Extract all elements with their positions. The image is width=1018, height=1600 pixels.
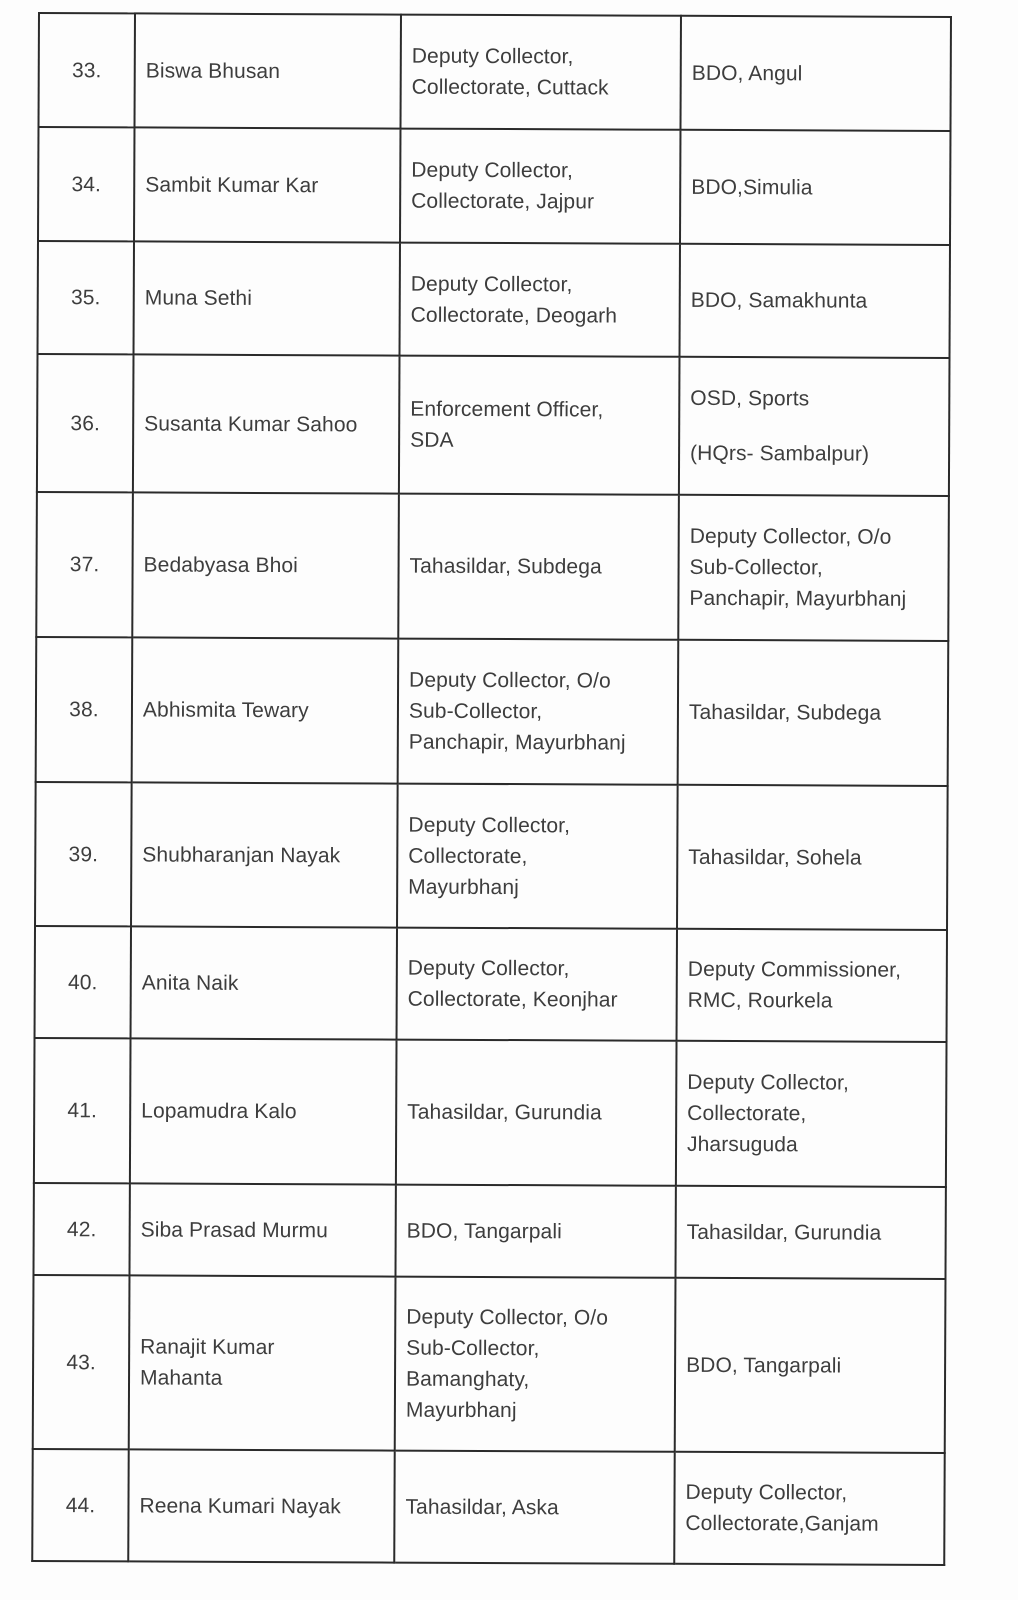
- from-line: Deputy Collector,: [407, 956, 570, 981]
- new-posting-cell: [680, 130, 950, 245]
- from-line: Deputy Collector,: [408, 813, 571, 837]
- to-line: (HQrs- Sambalpur): [690, 441, 870, 466]
- from-line: Tahasildar, Subdega: [409, 554, 602, 579]
- serial-number: 44.: [65, 1493, 96, 1517]
- from-line: Collectorate, Jajpur: [411, 189, 595, 214]
- from-line: Tahasildar, Gurundia: [407, 1100, 602, 1125]
- to-line: BDO, Angul: [691, 61, 803, 85]
- new-posting-cell: [679, 357, 950, 496]
- to-line: Deputy Collector,: [685, 1480, 848, 1505]
- name-line: Siba Prasad Murmu: [140, 1217, 329, 1242]
- to-line: Collectorate,Ganjam: [685, 1511, 879, 1536]
- serial-number: 40.: [67, 970, 98, 994]
- to-line: Tahasildar, Sohela: [688, 845, 862, 870]
- new-posting-cell: [678, 640, 949, 786]
- present-posting-cell: [398, 639, 679, 785]
- serial-number: 34.: [71, 172, 102, 196]
- table-body: [32, 13, 951, 1565]
- serial-cell: [37, 354, 134, 492]
- serial-cell: [38, 13, 134, 127]
- table-row: [38, 127, 950, 245]
- name-line: Lopamudra Kalo: [141, 1099, 297, 1124]
- from-line: Deputy Collector, O/o: [409, 668, 611, 693]
- officer-name-cell: [129, 1275, 396, 1450]
- officer-name-cell: [133, 354, 400, 493]
- to-line: BDO, Tangarpali: [686, 1353, 842, 1378]
- name-line: Sambit Kumar Kar: [145, 172, 319, 197]
- present-posting-cell: [400, 15, 680, 130]
- serial-cell: [36, 637, 133, 782]
- to-line: Sub-Collector,: [689, 555, 823, 580]
- present-posting-cell: [400, 243, 680, 357]
- officer-name-cell: [129, 1183, 395, 1276]
- from-line: Deputy Collector, O/o: [406, 1305, 609, 1330]
- name-line: Abhismita Tewary: [142, 698, 309, 723]
- officer-name-cell: [134, 127, 400, 242]
- serial-cell: [35, 782, 132, 926]
- serial-number: 33.: [71, 58, 102, 82]
- transfer-posting-table: [31, 12, 952, 1566]
- to-line: Tahasildar, Subdega: [688, 700, 882, 725]
- present-posting-cell: [394, 1451, 674, 1564]
- serial-number: 38.: [69, 698, 99, 722]
- from-line: Collectorate, Deogarh: [410, 303, 618, 328]
- from-line: Sub-Collector,: [406, 1336, 540, 1361]
- serial-number: 43.: [66, 1350, 96, 1374]
- serial-number: 37.: [69, 553, 100, 577]
- from-line: Bamanghaty,: [405, 1367, 530, 1392]
- from-line: Mayurbhanj: [408, 875, 519, 899]
- serial-cell: [38, 127, 134, 241]
- name-line: Bedabyasa Bhoi: [143, 553, 298, 578]
- from-line: Deputy Collector,: [410, 272, 573, 296]
- officer-name-cell: [132, 637, 399, 783]
- name-line: Biswa Bhusan: [145, 58, 281, 83]
- officer-name-cell: [131, 926, 397, 1039]
- new-posting-cell: [680, 244, 950, 358]
- from-line: Sub-Collector,: [408, 699, 543, 724]
- to-line: Deputy Collector, O/o: [689, 524, 892, 549]
- new-posting-cell: [676, 1041, 947, 1187]
- new-posting-cell: [677, 785, 948, 930]
- from-line: Tahasildar, Aska: [405, 1495, 559, 1519]
- from-line: Enforcement Officer,: [410, 397, 604, 422]
- present-posting-cell: [399, 356, 680, 495]
- table-row: [32, 1449, 944, 1565]
- table-row: [38, 13, 950, 131]
- new-posting-cell: [675, 1278, 946, 1453]
- officer-name-cell: [134, 241, 400, 355]
- present-posting-cell: [400, 129, 680, 244]
- table-row: [38, 241, 950, 358]
- to-line: Deputy Commissioner,: [687, 957, 902, 982]
- serial-cell: [38, 241, 134, 354]
- from-line: Collectorate, Cuttack: [411, 75, 609, 100]
- from-line: BDO, Tangarpali: [406, 1219, 562, 1243]
- table-row: [36, 637, 949, 786]
- from-line: Panchapir, Mayurbhanj: [408, 730, 626, 755]
- to-line: OSD, Sports: [690, 386, 810, 411]
- present-posting-cell: [396, 1040, 677, 1186]
- name-line: Susanta Kumar Sahoo: [144, 411, 358, 436]
- table-row: [34, 1038, 947, 1187]
- serial-cell: [33, 1183, 129, 1275]
- serial-number: 41.: [67, 1099, 98, 1123]
- table-row: [33, 1275, 946, 1453]
- new-posting-cell: [680, 16, 950, 131]
- new-posting-cell: [677, 929, 947, 1042]
- new-posting-cell: [675, 1186, 945, 1279]
- serial-number: 39.: [68, 842, 99, 866]
- officer-name-cell: [128, 1449, 394, 1562]
- officer-name-cell: [132, 492, 399, 638]
- to-line: BDO,Simulia: [691, 175, 813, 199]
- name-line: Muna Sethi: [144, 286, 253, 310]
- to-line: Panchapir, Mayurbhanj: [689, 586, 907, 611]
- serial-number: 35.: [70, 286, 101, 310]
- new-posting-cell: [674, 1452, 944, 1565]
- name-line: Anita Naik: [141, 970, 239, 995]
- serial-cell: [36, 492, 133, 637]
- from-line: Collectorate, Keonjhar: [407, 987, 618, 1012]
- name-line: Mahanta: [139, 1366, 223, 1390]
- name-line: Ranajit Kumar: [140, 1335, 275, 1360]
- present-posting-cell: [397, 784, 678, 929]
- new-posting-cell: [678, 495, 949, 641]
- present-posting-cell: [395, 1277, 676, 1452]
- officer-name-cell: [131, 782, 398, 927]
- serial-number: 42.: [66, 1217, 97, 1241]
- from-line: Collectorate,: [408, 844, 528, 868]
- from-line: SDA: [410, 428, 454, 452]
- present-posting-cell: [397, 928, 677, 1041]
- serial-cell: [33, 1275, 130, 1449]
- table-row: [36, 492, 949, 641]
- table-row: [33, 1183, 945, 1279]
- to-line: Tahasildar, Gurundia: [686, 1220, 882, 1245]
- from-line: Deputy Collector,: [411, 44, 574, 69]
- name-line: Reena Kumari Nayak: [139, 1493, 341, 1518]
- present-posting-cell: [395, 1185, 675, 1278]
- serial-cell: [32, 1449, 128, 1561]
- to-line: Collectorate,: [687, 1101, 807, 1126]
- serial-cell: [34, 1038, 131, 1183]
- serial-cell: [35, 926, 131, 1038]
- table-row: [35, 782, 948, 930]
- table-row: [35, 926, 947, 1042]
- officer-name-cell: [134, 13, 400, 128]
- to-line: BDO, Samakhunta: [690, 288, 868, 313]
- present-posting-cell: [398, 494, 679, 640]
- name-line: Shubharanjan Nayak: [142, 842, 341, 867]
- to-line: Deputy Collector,: [687, 1070, 850, 1095]
- officer-name-cell: [130, 1038, 397, 1184]
- from-line: Mayurbhanj: [405, 1398, 517, 1423]
- from-line: Deputy Collector,: [411, 158, 573, 183]
- to-line: RMC, Rourkela: [687, 988, 833, 1013]
- serial-number: 36.: [70, 411, 101, 435]
- to-line: Jharsuguda: [687, 1132, 798, 1157]
- table-row: [37, 354, 950, 496]
